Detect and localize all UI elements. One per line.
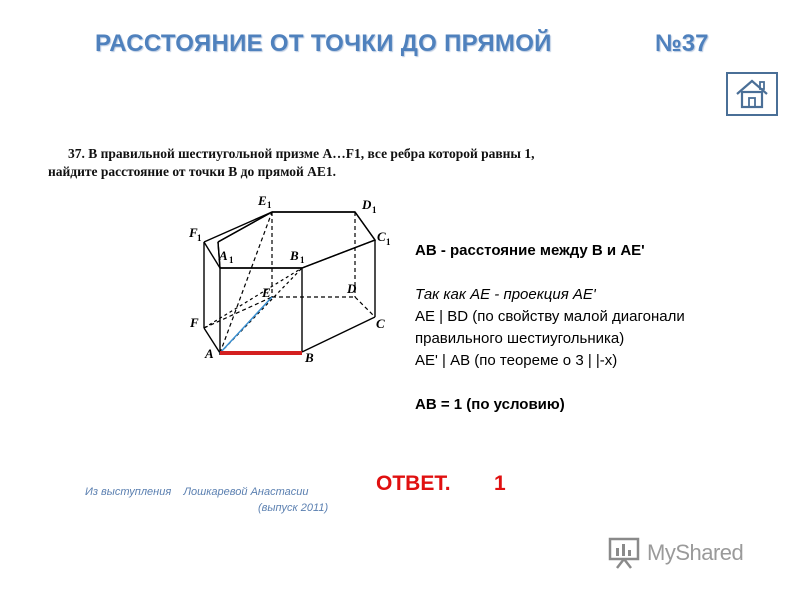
problem-text: В правильной шестиугольной призме A…F1, все ребра которой равны 1, найдите расстояние от точки B до прямой AE1. — [48, 146, 535, 179]
label-c1: C — [377, 229, 386, 244]
svg-text:1: 1 — [229, 255, 234, 265]
hexagonal-prism-figure — [185, 190, 405, 370]
svg-text:1: 1 — [372, 205, 377, 215]
presentation-board-icon — [607, 536, 643, 570]
label-e1: E — [258, 193, 267, 208]
label-f1: F — [189, 225, 198, 240]
label-b1: B — [290, 248, 299, 263]
problem-number: 37. — [68, 146, 85, 161]
label-a: A — [205, 346, 214, 361]
solution-line-1: АВ - расстояние между В и АЕ' — [415, 242, 645, 259]
label-b: B — [305, 350, 314, 365]
credit-line-2: (выпуск 2011) — [258, 502, 329, 514]
svg-text:1: 1 — [300, 255, 305, 265]
solution-line-4: правильного шестиугольника) — [415, 330, 625, 347]
label-c: C — [376, 316, 385, 331]
credit-line-1: Из выступления Лошкаревой Анастасии — [85, 486, 309, 498]
svg-text:1: 1 — [197, 233, 202, 243]
watermark-text: MyShared — [647, 540, 744, 565]
solution-block — [415, 240, 685, 416]
label-d1: D — [362, 197, 372, 212]
home-icon — [734, 78, 770, 110]
label-f: F — [190, 315, 199, 330]
problem-number-header: №37 — [655, 30, 709, 57]
label-e: E — [262, 285, 271, 300]
solution-line-5: АЕ' | АВ (по теореме о 3 | |-х) — [415, 352, 618, 369]
watermark — [605, 536, 765, 572]
label-d: D — [347, 281, 357, 296]
solution-line-3: АЕ | BD (по свойству малой диагонали — [415, 308, 685, 325]
answer-label: ОТВЕТ. — [376, 472, 451, 495]
home-button[interactable] — [726, 72, 778, 116]
svg-text:1: 1 — [267, 200, 272, 210]
slide-title: РАССТОЯНИЕ ОТ ТОЧКИ ДО ПРЯМОЙ — [95, 30, 552, 57]
label-a1: A — [219, 248, 228, 263]
problem-statement — [48, 145, 568, 181]
svg-text:1: 1 — [386, 237, 391, 247]
solution-line-6: АВ = 1 (по условию) — [415, 396, 565, 413]
diagonal-ae — [220, 297, 272, 353]
answer-value: 1 — [494, 472, 506, 495]
solution-line-2: Так как АЕ - проекция АЕ' — [415, 286, 596, 303]
